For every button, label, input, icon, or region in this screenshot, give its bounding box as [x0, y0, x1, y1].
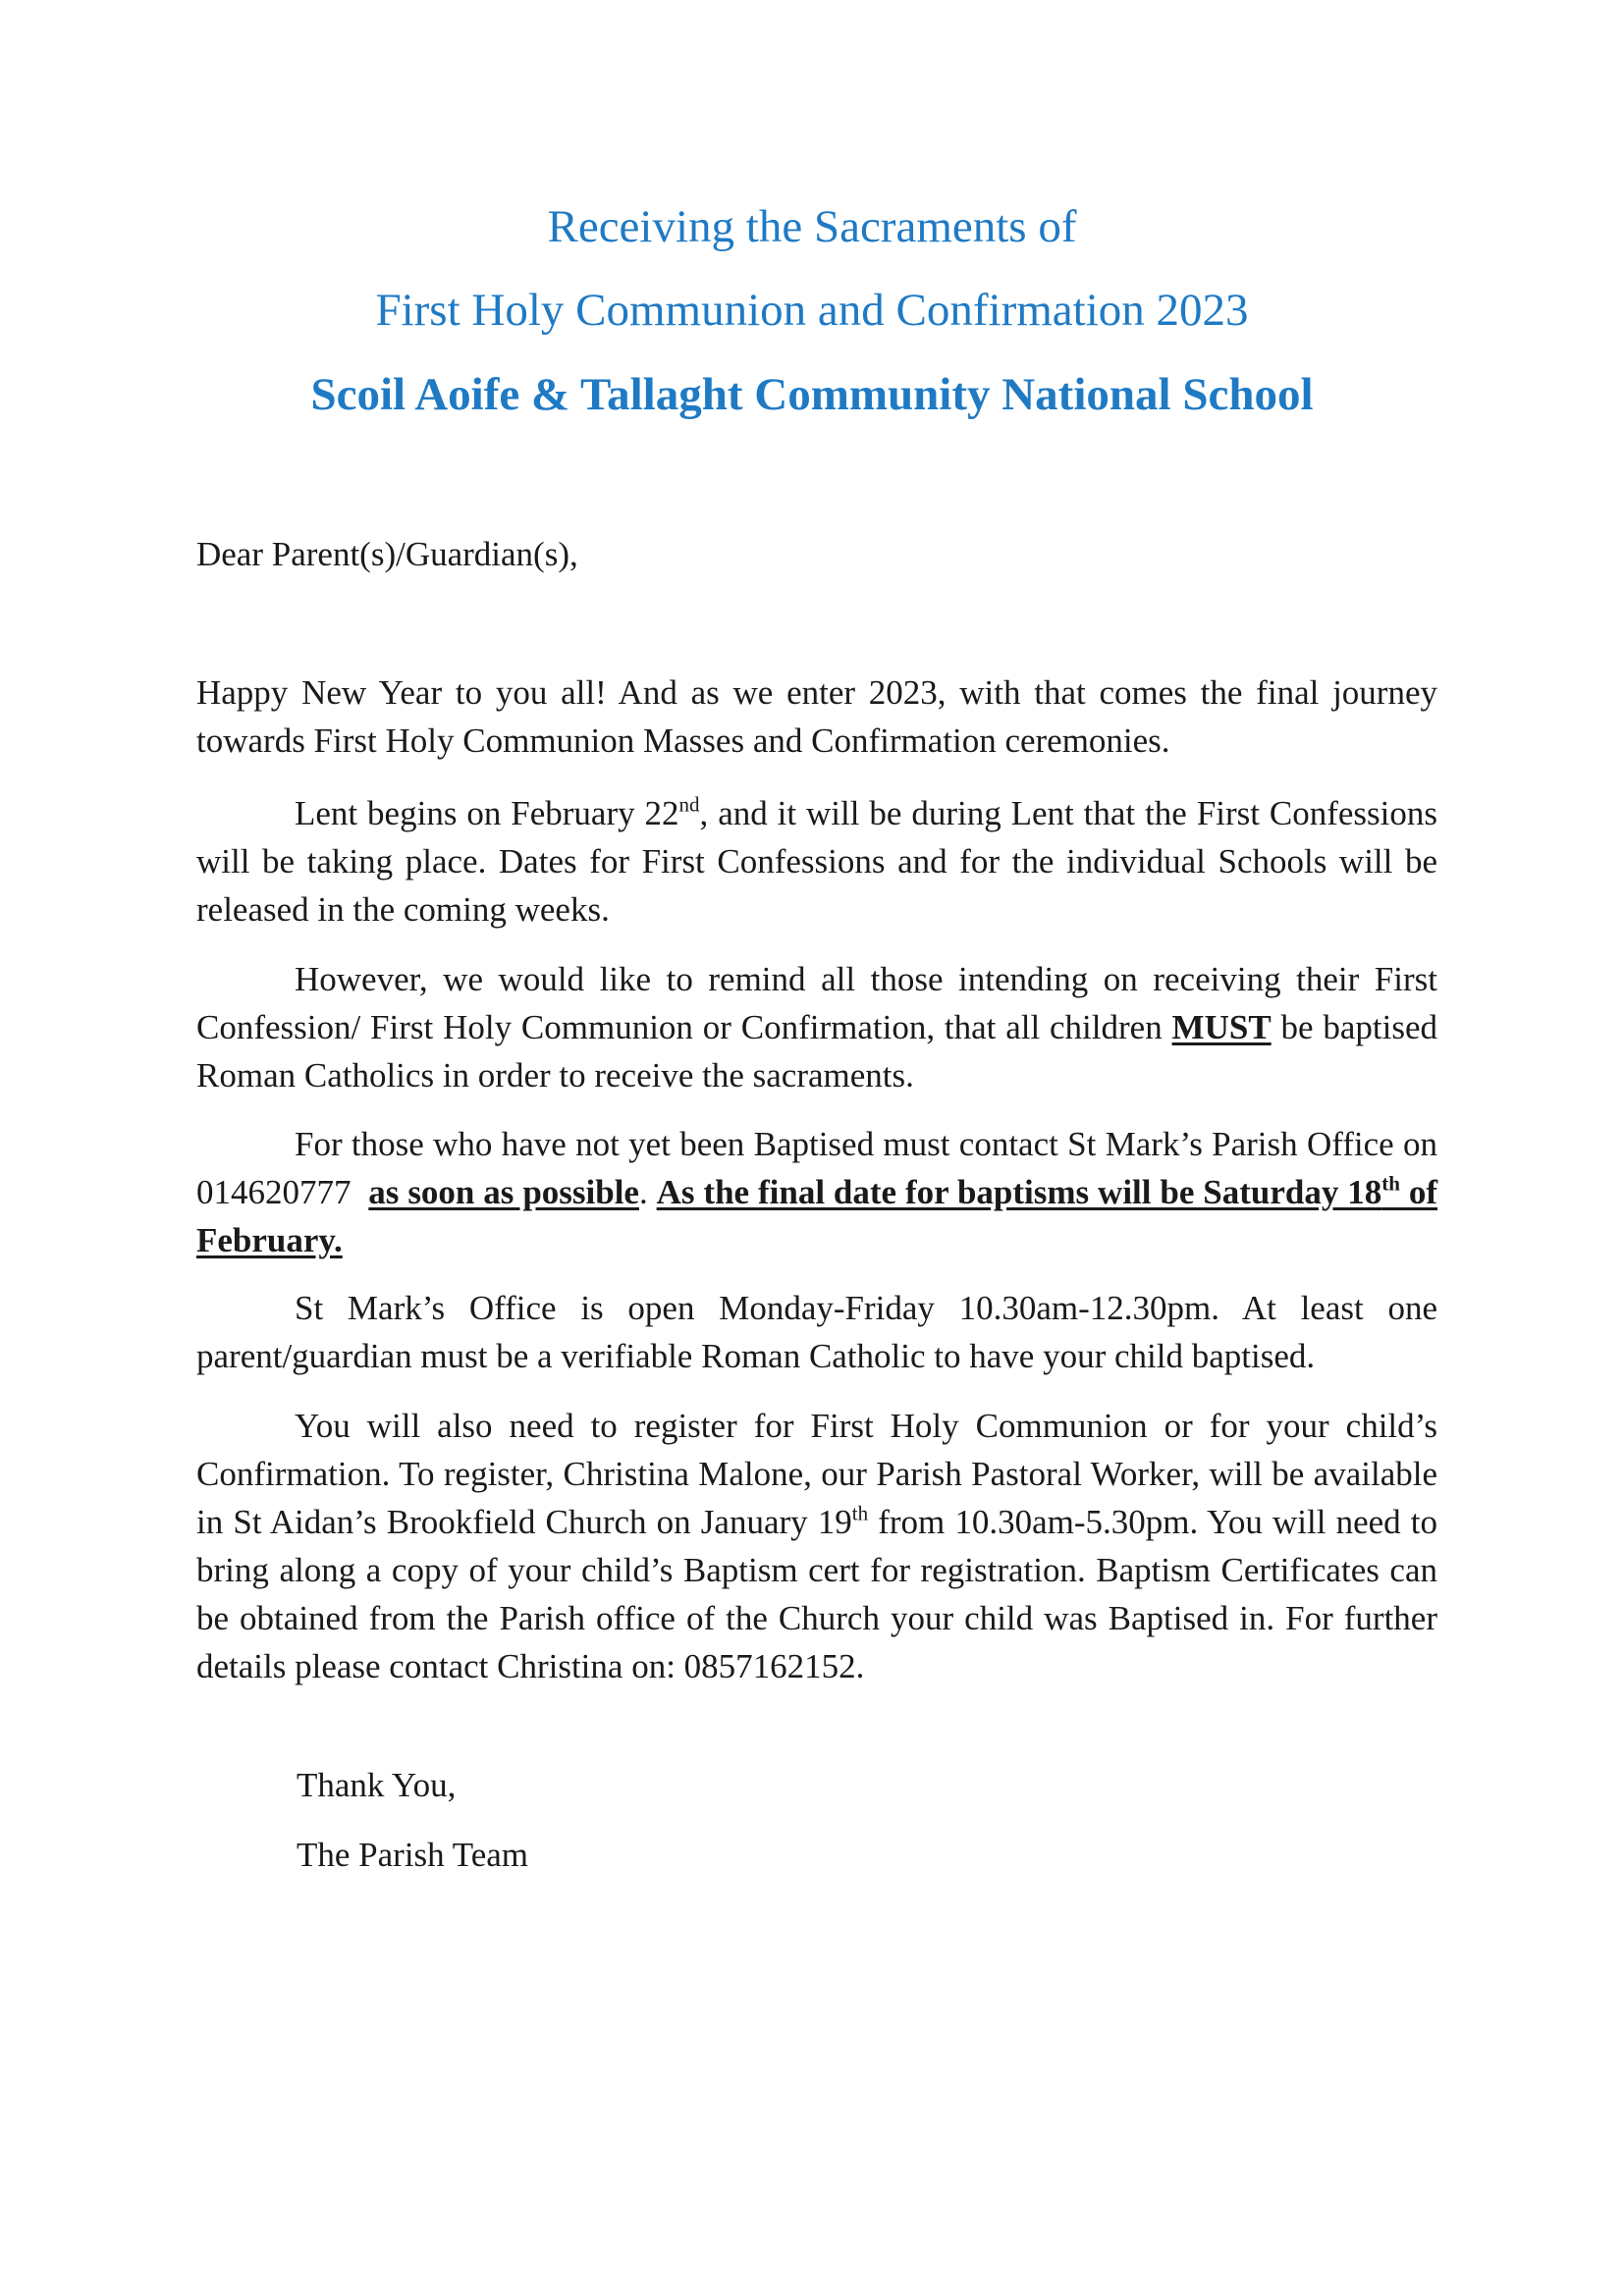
heading-line-2: First Holy Communion and Confirmation 2023: [375, 285, 1249, 336]
paragraph-office-hours: St Mark’s Office is open Monday-Friday 10.30am-12.30pm. At least one parent/guardian must be a verifiable Roman Catholic to have your child baptised.: [196, 1289, 1437, 1375]
final-date-text-a: As the final date for baptisms will be Saturday 18: [656, 1173, 1382, 1211]
paragraph-lent: [196, 789, 1437, 934]
as-soon-as-possible-emphasis: as soon as possible: [368, 1173, 639, 1211]
paragraph-lent-text-b: , and it will be during Lent that the First Confessions will be taking place. Dates for First Confessions and for the individual Schools will be released in the coming weeks.: [196, 794, 1437, 929]
paragraph-reminder-text-a: However, we would like to remind all those intending on receiving their First Confession/ First Holy Communion or Confirmation, that all children: [196, 960, 1437, 1046]
ordinal-suffix: th: [1381, 1171, 1400, 1196]
ordinal-suffix: nd: [678, 792, 700, 817]
heading-line-1: Receiving the Sacraments of: [547, 201, 1077, 252]
salutation: Dear Parent(s)/Guardian(s),: [196, 535, 578, 573]
final-date-text-b: of February.: [196, 1173, 1438, 1259]
paragraph-lent-text-a: Lent begins on February 22: [295, 794, 679, 832]
paragraph-registration-text-b: from 10.30am-5.30pm. You will need to bring along a copy of your child’s Baptism cert for registration. Baptism Certificates can be obtained from the Parish office of the Church your child was Baptised in. For further details please contact Christina on: 0857162152.: [196, 1503, 1437, 1685]
ordinal-suffix: th: [851, 1501, 869, 1525]
paragraph-reminder: [196, 955, 1437, 1099]
must-emphasis: MUST: [1171, 1008, 1272, 1046]
closing: Thank You,: [297, 1766, 457, 1804]
paragraph-registration-text-a: You will also need to register for First Holy Communion or for your child’s Confirmation. To register, Christina Malone, our Parish Pastoral Worker, will be available in St Aidan’s Brookfield Church on January 19: [196, 1407, 1437, 1541]
paragraph-baptism-contact: [196, 1120, 1437, 1264]
heading-school-name: Scoil Aoife & Tallaght Community National School: [310, 369, 1314, 420]
paragraph-new-year: Happy New Year to you all! And as we enter 2023, with that comes the final journey towards First Holy Communion Masses and Confirmation ceremonies.: [196, 673, 1437, 760]
period: .: [638, 1173, 648, 1211]
paragraph-baptism-text-a: For those who have not yet been Baptised must contact St Mark’s Parish Office on 014620777: [196, 1125, 1437, 1211]
paragraph-reminder-text-b: be baptised Roman Catholics in order to receive the sacraments.: [196, 1008, 1438, 1095]
signature: The Parish Team: [297, 1836, 529, 1874]
paragraph-registration: [196, 1402, 1437, 1690]
